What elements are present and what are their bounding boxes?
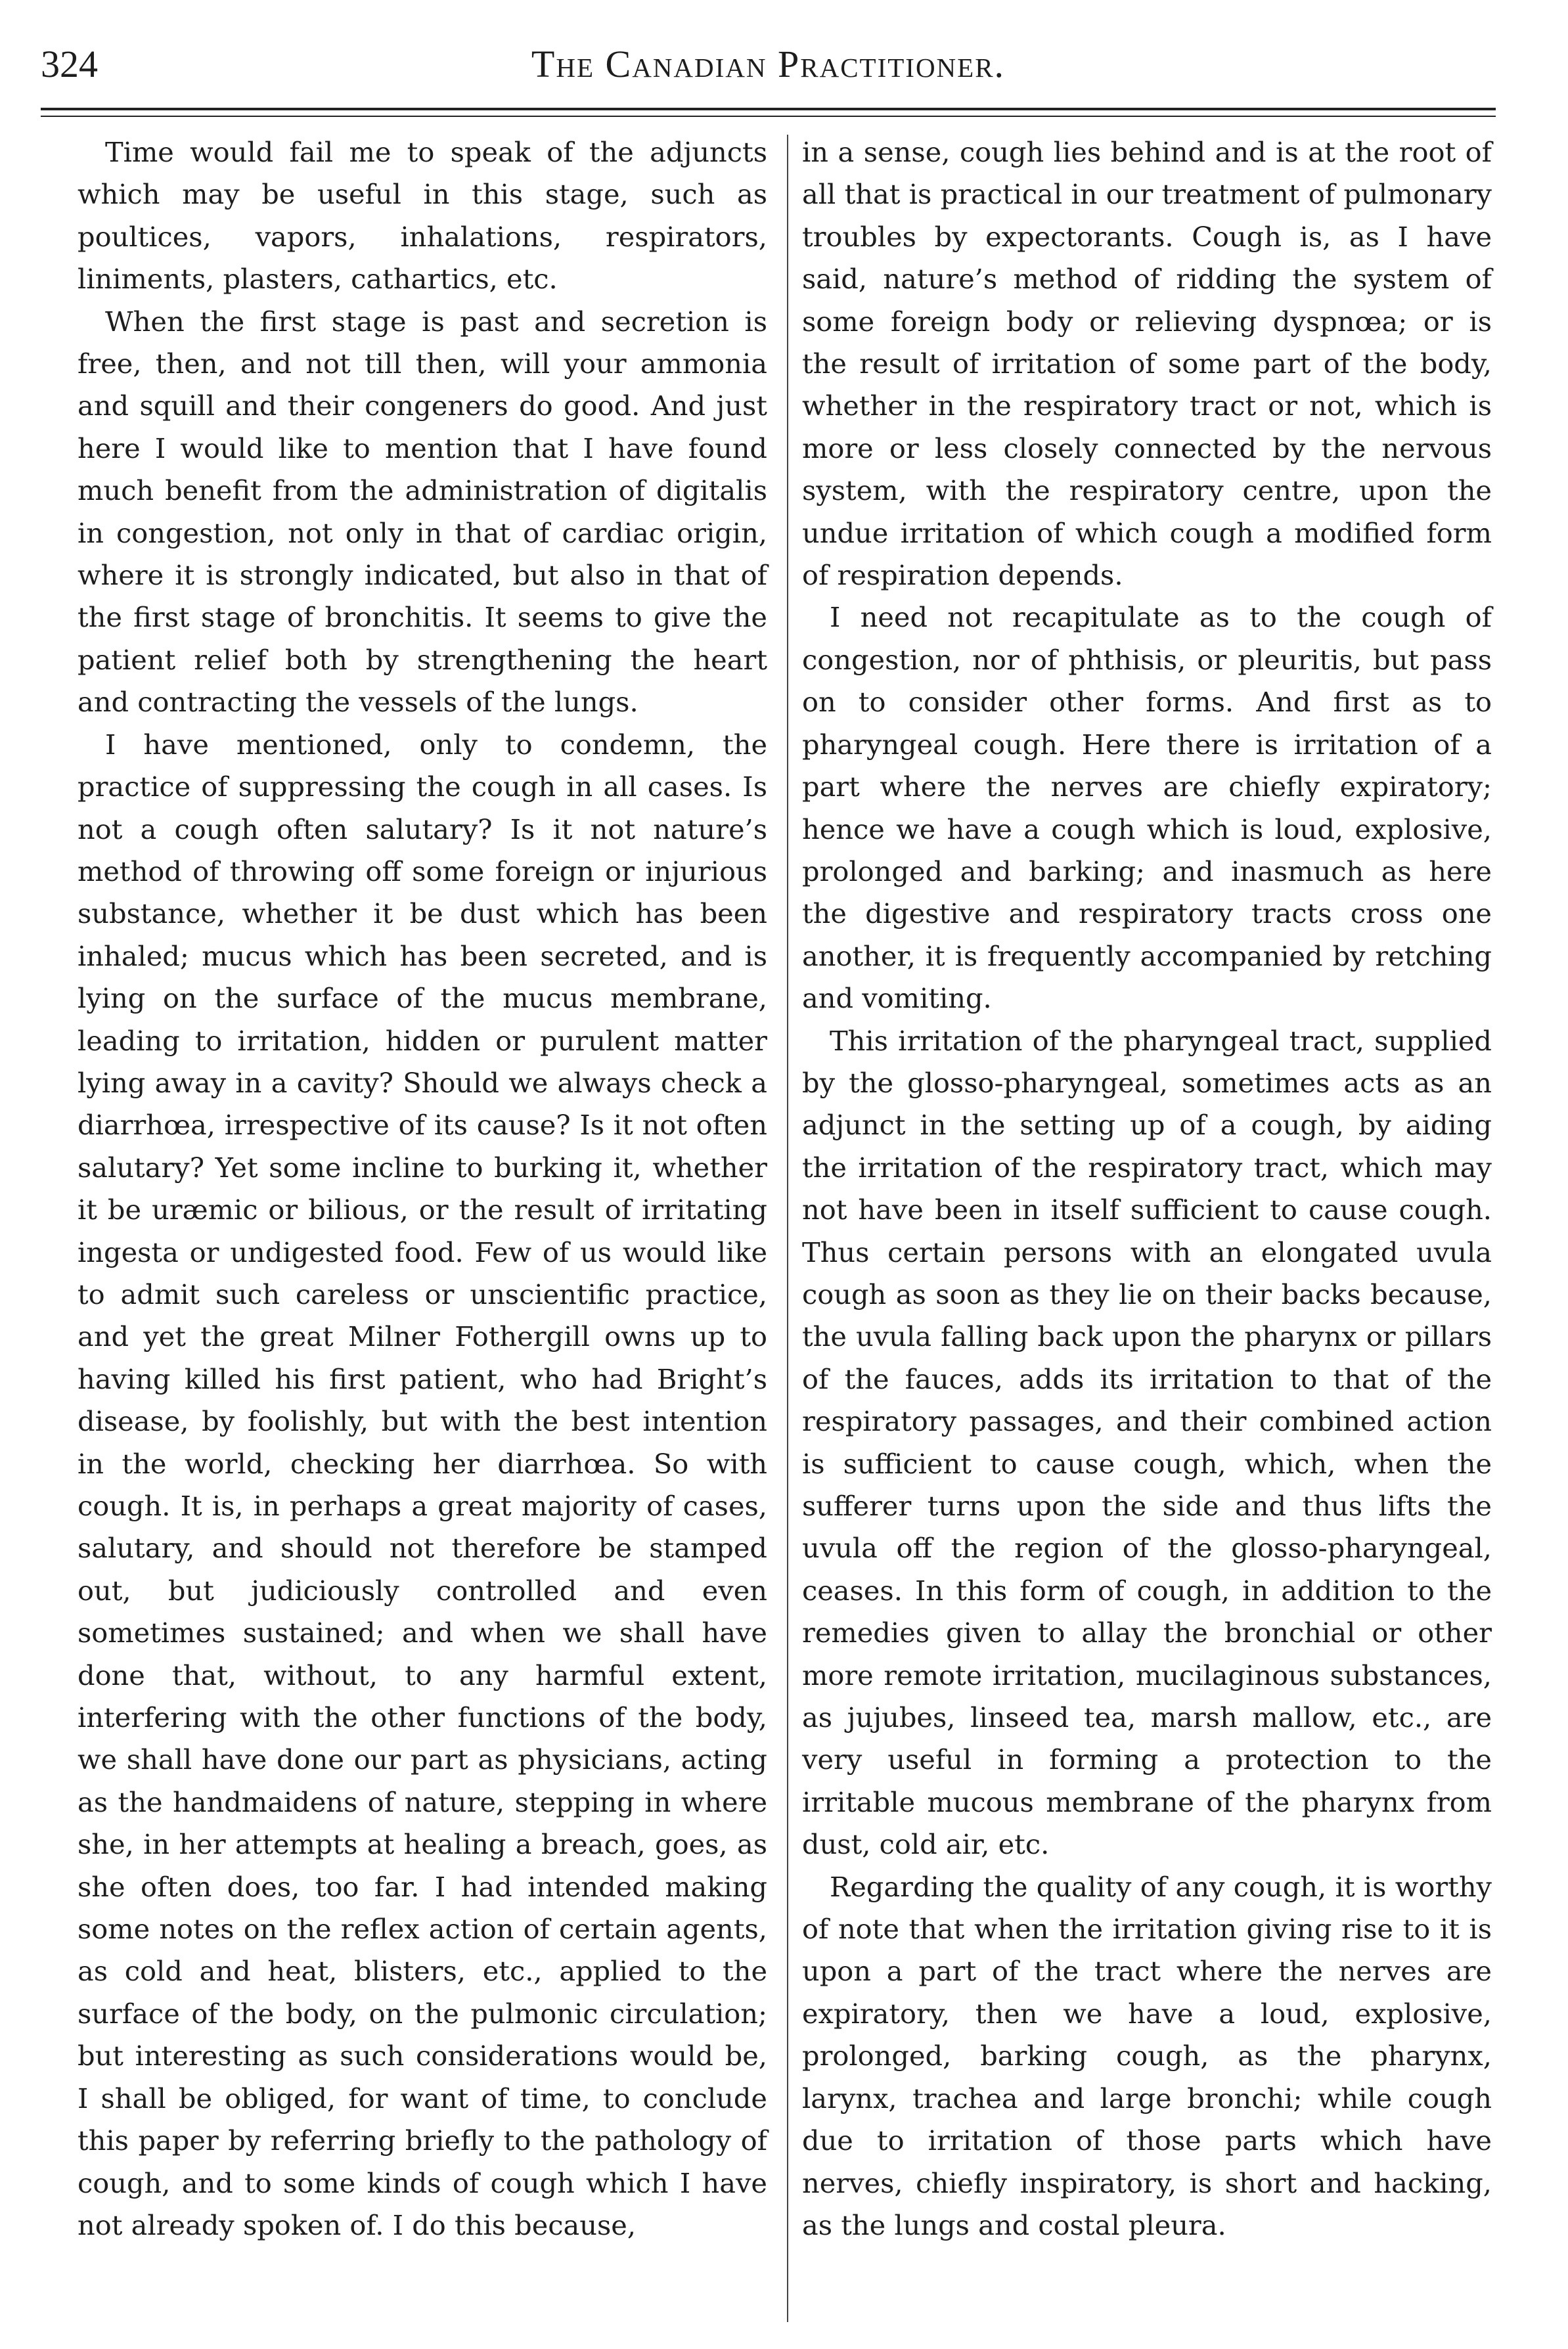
running-title: The Canadian Practitioner. (531, 43, 1006, 85)
left-column (78, 131, 767, 2319)
column-divider (787, 135, 788, 2322)
paragraph: This irritation of the pharyngeal tract, supplied by the glosso-pharyngeal, sometimes acts as an adjunct in the setting up of a cough, by aiding the irritation of the respiratory tract, which may not have been in itself sufficient to cause cough. Thus certain persons with an elongated uvula cough as soon as they lie on their backs because, the uvula falling back upon the pharynx or pillars of the fauces, adds its irritation to that of the respiratory passages, and their combined action is sufficient to cause cough, which, when the sufferer turns upon the side and thus lifts the uvula off the region of the glosso-pharyngeal, ceases. In this form of cough, in addition to the remedies given to allay the bronchial or other more remote irritation, mucilaginous substances, as jujubes, linseed tea, marsh mallow, etc., are very useful in forming a protection to the irritable mucous membrane of the pharynx from dust, cold air, etc. (802, 1024, 1492, 1861)
paragraph: When the first stage is past and secretion is free, then, and not till then, will your ammonia and squill and their congeners do good. And just here I would like to mention that I have found much benefit from the administration of digitalis in congestion, not only in that of cardiac origin, where it is strongly indicated, but also in that of the first stage of bronchitis. It seems to give the patient relief both by strengthening the heart and contracting the vessels of the lungs. (78, 305, 767, 719)
paragraph: I have mentioned, only to condemn, the practice of suppressing the cough in all cases. Is not a cough often salutary? Is it not nature’s method of throwing off some foreign or injurious substance, whether it be dust which has been inhaled; mucus which has been secreted, and is lying on the surface of the mucus membrane, leading to irritation, hidden or purulent matter lying away in a cavity? Should we always check a diarrhœa, irrespective of its cause? Is it not often salutary? Yet some incline to burking it, whether it be uræmic or bilious, or the result of irritating ingesta or undigested food. Few of us would like to admit such careless or unscientific practice, and yet the great Milner Fothergill owns up to having killed his first patient, who had Bright’s disease, by foolishly, but with the best intention in the world, checking her diarrhœa. So with cough. It is, in perhaps a great majority of cases, salutary, and should not therefore be stamped out, but judiciously controlled and even sometimes sustained; and when we shall have done that, without, to any harmful extent, interfering with the other functions of the body, we shall have done our part as physicians, acting as the handmaidens of nature, stepping in where she, in her attempts at healing a breach, goes, as she often does, too far. I had intended making some notes on the reflex action of certain agents, as cold and heat, blisters, etc., applied to the surface of the body, on the pulmonic circulation; but interesting as such considerations would be, I shall be obliged, for want of time, to conclude this paper by referring briefly to the pathology of cough, and to some kinds of cough which I have not already spoken of. I do this because, (78, 728, 767, 2241)
page-header (41, 39, 1496, 99)
right-column (802, 131, 1492, 2319)
paragraph-continued: in a sense, cough lies behind and is at the root of all that is practical in our treatment of pulmonary troubles by expectorants. Cough is, as I have said, nature’s method of ridding the system of some foreign body or relieving dyspnœa; or is the result of irritation of some part of the body, whether in the respiratory tract or not, which is more or less closely connected by the nervous system, with the respiratory centre, upon the undue irritation of which cough a modified form of respiration depends. (802, 136, 1492, 592)
header-rule (41, 108, 1496, 110)
paragraph: I need not recapitulate as to the cough of congestion, nor of phthisis, or pleuritis, but pass on to consider other forms. And first as to pharyngeal cough. Here there is irritation of a part where the nerves are chiefly expiratory; hence we have a cough which is loud, explosive, prolonged and barking; and inasmuch as here the digestive and respiratory tracts cross one another, it is frequently accompanied by retching and vomiting. (802, 601, 1492, 1015)
header-rule-thin (41, 116, 1496, 117)
paragraph: Time would fail me to speak of the adjuncts which may be useful in this stage, such as poultices, vapors, inhalations, respirators, liniments, plasters, cathartics, etc. (78, 136, 767, 296)
page-number: 324 (41, 43, 98, 85)
paragraph: Regarding the quality of any cough, it is worthy of note that when the irritation giving rise to it is upon a part of the tract where the nerves are expiratory, then we have a loud, explosive, prolonged, barking cough, as the pharynx, larynx, trachea and large bronchi; while cough due to irritation of those parts which have nerves, chiefly inspiratory, is short and hacking, as the lungs and costal pleura. (802, 1870, 1492, 2241)
